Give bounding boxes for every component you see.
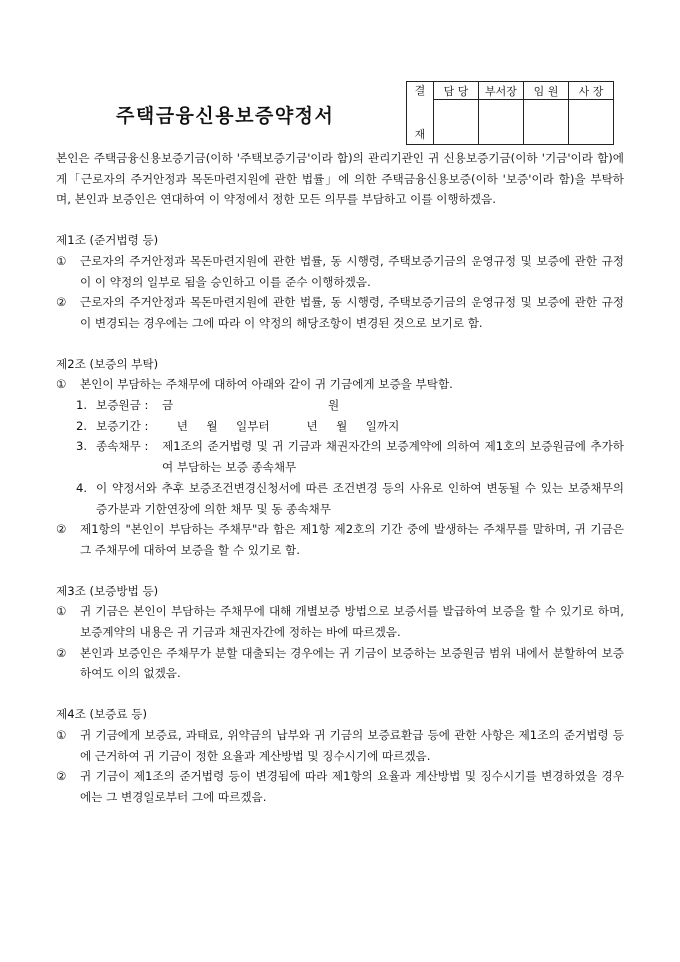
item-guarantee-principal — [56, 395, 624, 416]
item-text: 이 약정서와 추후 보증조건변경신청서에 따른 조건변경 등의 사유로 인하여 변동될 수 있는 보증채무의 증가분과 기한연장에 의한 채무 및 동 종속채무 — [96, 480, 624, 516]
article-2-clause-2 — [56, 519, 624, 560]
approval-label — [407, 82, 434, 145]
item-text: 제1조의 준거법령 및 귀 기금과 채권자간의 보증계약에 의하여 제1호의 보증원금에 추가하여 부담하는 보증 종속채무 — [162, 439, 624, 475]
article-1-clause-2 — [56, 292, 624, 333]
approval-sign-dept-head[interactable] — [479, 100, 524, 145]
article-4-title: 제4조 (보증료 등) — [56, 707, 147, 722]
clause-number: ② — [56, 522, 67, 537]
clause-text: 본인과 보증인은 주채무가 분할 대출되는 경우에는 귀 기금이 보증하는 보증원금 범위 내에서 분할하여 보증하여도 이의 없겠음. — [80, 645, 624, 681]
clause-text: 근로자의 주거안정과 목돈마련지원에 관한 법률, 동 시행령, 주택보증기금의 운영규정 및 보증에 관한 규정이 이 약정의 일부로 됨을 승인하고 이를 준수 이행하겠음. — [80, 253, 624, 289]
approval-col-staff: 담 당 — [434, 82, 479, 100]
article-3-clause-1 — [56, 601, 624, 642]
approval-sign-president[interactable] — [569, 100, 614, 145]
clause-text: 귀 기금은 본인이 부담하는 주채무에 대해 개별보증 방법으로 보증서를 발급하여 보증을 할 수 있기로 하며, 보증계약의 내용은 귀 기금과 채권자간에 정하는 바에 따르겠음. — [80, 604, 624, 640]
article-2 — [56, 354, 624, 561]
item-number: 1. — [76, 398, 88, 413]
article-2-title: 제2조 (보증의 부탁) — [56, 356, 159, 371]
clause-text: 귀 기금에게 보증료, 과태료, 위약금의 납부와 귀 기금의 보증료환급 등에 관한 사항은 제1조의 준거법령 등에 근거하여 귀 기금이 정한 요율과 계산방법 및 징수시기에 따르겠음. — [80, 727, 624, 763]
item-label: 보증기간 : — [96, 418, 149, 433]
clause-text: 본인이 부담하는 주채무에 대하여 아래와 같이 귀 기금에게 보증을 부탁함. — [80, 377, 453, 392]
clause-number: ① — [56, 604, 67, 619]
approval-table — [406, 81, 614, 145]
clause-number: ① — [56, 253, 67, 268]
approval-sign-executive[interactable] — [524, 100, 569, 145]
article-1-clause-1 — [56, 251, 624, 292]
article-3-clause-2 — [56, 643, 624, 684]
approval-col-president: 사 장 — [569, 82, 614, 100]
clause-text: 제1항의 "본인이 부담하는 주채무"라 함은 제1항 제2호의 기간 중에 발생하는 주채무를 말하며, 귀 기금은 그 주채무에 대하여 보증을 할 수 있기로 함. — [80, 522, 624, 557]
item-label: 보증원금 : — [96, 398, 149, 413]
approval-sign-staff[interactable] — [434, 100, 479, 145]
clause-number: ② — [56, 295, 67, 310]
item-label: 종속채무 : — [96, 439, 149, 454]
clause-text: 근로자의 주거안정과 목돈마련지원에 관한 법률, 동 시행령, 주택보증기금의 운영규정 및 보증에 관한 규정이 변경되는 경우에는 그에 따라 이 약정의 해당조항이 변경된 것으로 보기로 함. — [80, 295, 624, 330]
document-title: 주택금융신용보증약정서 — [116, 105, 335, 127]
clause-number: ② — [56, 769, 67, 784]
item-subordinate-debt — [56, 436, 624, 477]
clause-text: 귀 기금이 제1조의 준거법령 등이 변경됨에 따라 제1항의 요율과 계산방법 및 징수시기를 변경하였을 경우에는 그 변경일로부터 그에 따르겠음. — [80, 769, 624, 804]
clause-number: ① — [56, 727, 67, 742]
article-4-clause-1 — [56, 725, 624, 766]
article-2-clause-1 — [56, 374, 624, 395]
article-3 — [56, 581, 624, 685]
item-number: 4. — [76, 480, 88, 495]
approval-col-dept-head: 부서장 — [479, 82, 524, 100]
clause-number: ② — [56, 645, 67, 660]
item-changes — [56, 478, 624, 519]
intro-paragraph: 본인은 주택금융신용보증기금(이하 '주택보증기금'이라 함)의 관리기관인 귀 신용보증기금(이하 '기금'이라 함)에게「근로자의 주거안정과 목돈마련지원에 관한 법률」에 의한 주택금융신용보증(이하 '보증'이라 함)을 부탁하며, 본인과 보증인은 연대하여 이 약정에서 정한 모든 의무를 부담하고 이를 이행하겠음. — [56, 151, 624, 207]
item-guarantee-period — [56, 416, 624, 437]
clause-number: ① — [56, 377, 67, 392]
item-number: 3. — [76, 439, 88, 454]
document-body — [56, 148, 624, 828]
approval-label-top: 결 — [414, 84, 426, 97]
item-text: 금 원 — [162, 398, 340, 413]
approval-col-executive: 임 원 — [524, 82, 569, 100]
approval-label-bottom: 재 — [414, 128, 426, 141]
item-number: 2. — [76, 418, 88, 433]
article-1 — [56, 230, 624, 334]
article-3-title: 제3조 (보증방법 등) — [56, 583, 159, 598]
article-4-clause-2 — [56, 766, 624, 807]
item-text: 년 월 일부터 년 월 일까지 — [162, 418, 400, 433]
article-4 — [56, 704, 624, 808]
article-1-title: 제1조 (준거법령 등) — [56, 233, 159, 248]
